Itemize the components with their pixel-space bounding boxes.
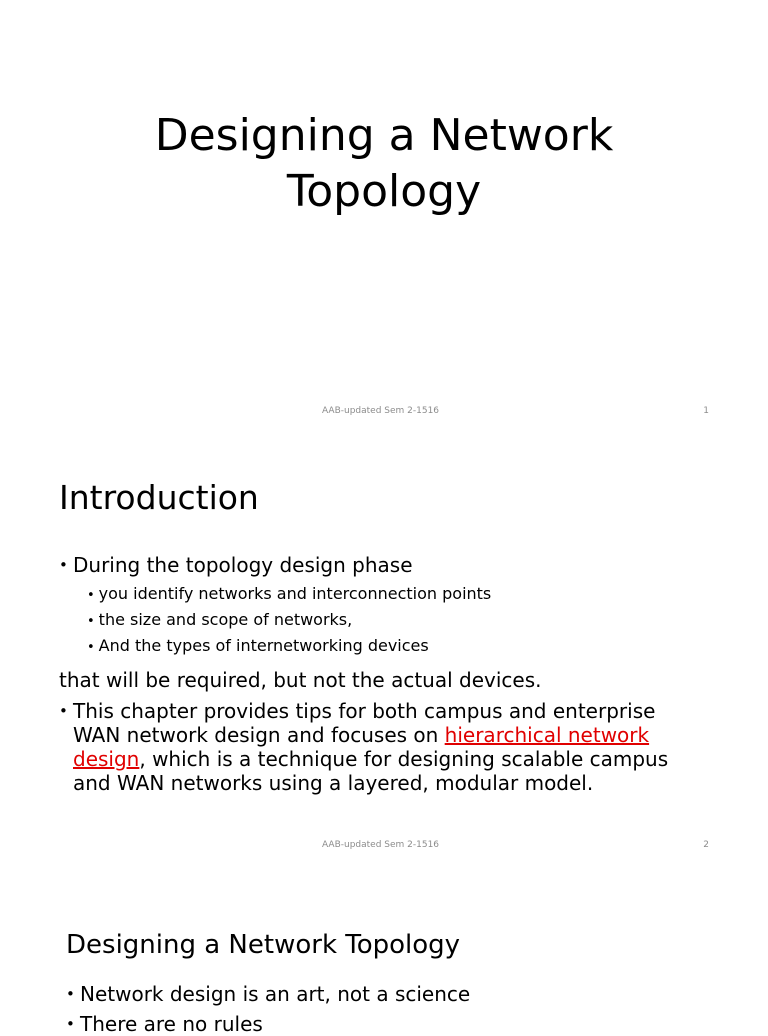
bullet-dot: • xyxy=(87,640,95,655)
slide-3-bullet-1-text: Network design is an art, not a science xyxy=(80,982,471,1006)
slide-1-title-line-2: Topology xyxy=(286,166,482,217)
bullet-dot: • xyxy=(59,556,68,574)
slide-2-sub-bullet-1 xyxy=(87,584,491,606)
slide-1-title-line-1: Designing a Network xyxy=(154,110,614,161)
slide-1-number: 1 xyxy=(703,406,709,416)
slide-1-title xyxy=(0,108,768,220)
bullet-dot: • xyxy=(59,702,68,720)
slide-2-bullet-1 xyxy=(59,553,699,577)
slide-2-footer: AAB-updated Sem 2-1516 xyxy=(322,840,440,850)
bullet-dot: • xyxy=(66,1015,75,1033)
slide-3-title: Designing a Network Topology xyxy=(66,930,461,960)
slide-2-bullet-2-text xyxy=(73,699,689,795)
slide-2-sub-bullet-3-text: And the types of internetworking devices xyxy=(98,636,429,655)
slide-1-footer: AAB-updated Sem 2-1516 xyxy=(322,406,440,416)
hierarchical-network-design-link[interactable]: hierarchical network design xyxy=(73,723,650,771)
slide-1 xyxy=(0,0,768,432)
bullet-dot: • xyxy=(87,588,95,603)
slide-3-bullet-2 xyxy=(66,1012,706,1036)
bullet-2-text-part-1: This chapter provides tips for both campus and enterprise WAN network design and focuses on xyxy=(73,699,656,747)
slide-2-bullet-1-text: During the topology design phase xyxy=(73,553,413,577)
slide-2-sub-bullet-1-text: you identify networks and interconnection points xyxy=(98,584,492,603)
slide-2-sub-bullet-3 xyxy=(87,636,429,658)
slide-2-sub-bullet-2-text: the size and scope of networks, xyxy=(98,610,353,629)
slide-2-number: 2 xyxy=(703,840,709,850)
slide-2-sub-bullet-2 xyxy=(87,610,352,632)
slide-2-title: Introduction xyxy=(59,478,259,517)
bullet-2-text-part-2: , which is a technique for designing scalable campus and WAN networks using a layered, modular model. xyxy=(73,747,669,795)
slide-3-bullet-1 xyxy=(66,982,706,1006)
slide-2-plain-line: that will be required, but not the actual devices. xyxy=(59,668,542,692)
bullet-dot: • xyxy=(87,614,95,629)
slide-3-bullet-2-text: There are no rules xyxy=(80,1012,263,1036)
bullet-dot: • xyxy=(66,985,75,1003)
slide-2-bullet-2 xyxy=(59,699,689,795)
